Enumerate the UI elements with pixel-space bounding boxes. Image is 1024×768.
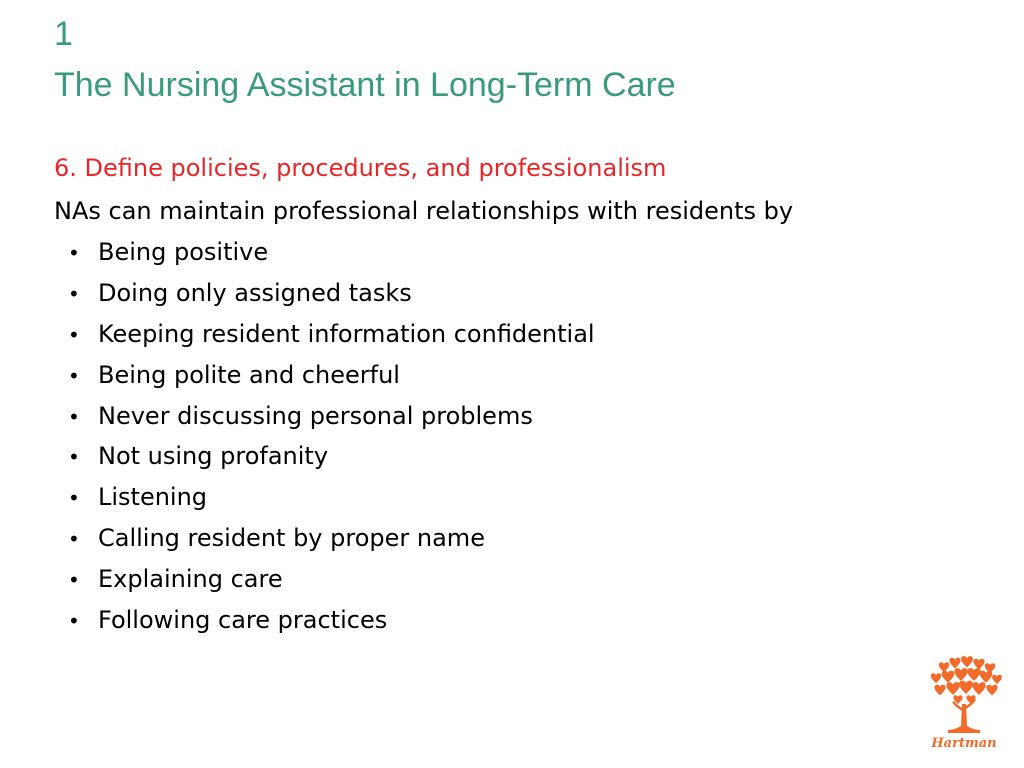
list-item (68, 236, 595, 277)
list-item (68, 277, 595, 318)
list-item-text: Never discussing personal problems (98, 401, 533, 430)
list-item (68, 318, 595, 359)
bullet-icon: • (68, 527, 80, 552)
list-item-text: Following care practices (98, 606, 388, 635)
list-item-text: Being polite and cheerful (98, 360, 400, 389)
bullet-icon: • (68, 281, 80, 306)
bullet-icon: • (68, 363, 80, 388)
list-item-text: Calling resident by proper name (98, 524, 485, 553)
bullet-icon: • (68, 404, 80, 429)
bullet-list (68, 236, 595, 645)
intro-text: NAs can maintain professional relationships with residents by (54, 197, 794, 225)
hartman-logo (922, 652, 1006, 756)
list-item (68, 359, 595, 400)
bullet-icon: • (68, 568, 80, 593)
list-item-text: Being positive (98, 238, 269, 266)
chapter-title: The Nursing Assistant in Long-Term Care (54, 66, 676, 104)
bullet-icon: • (68, 241, 80, 265)
list-item (68, 481, 595, 522)
bullet-icon: • (68, 322, 80, 347)
list-item-text: Explaining care (98, 565, 283, 594)
bullet-icon: • (68, 445, 80, 470)
list-item-text: Doing only assigned tasks (98, 278, 412, 307)
list-item (68, 440, 595, 481)
list-item-text: Not using profanity (98, 442, 329, 471)
list-item (68, 604, 595, 645)
list-item (68, 563, 595, 604)
objective-heading: 6. Define policies, procedures, and professionalism (54, 154, 667, 182)
logo-text: Hartman (931, 736, 997, 751)
chapter-number: 1 (54, 15, 73, 53)
list-item-text: Keeping resident information confidential (98, 319, 595, 348)
bullet-icon: • (68, 609, 80, 634)
list-item (68, 522, 595, 563)
list-item (68, 400, 595, 441)
list-item-text: Listening (98, 483, 208, 512)
heart-tree-icon (922, 652, 1006, 736)
bullet-icon: • (68, 486, 80, 511)
